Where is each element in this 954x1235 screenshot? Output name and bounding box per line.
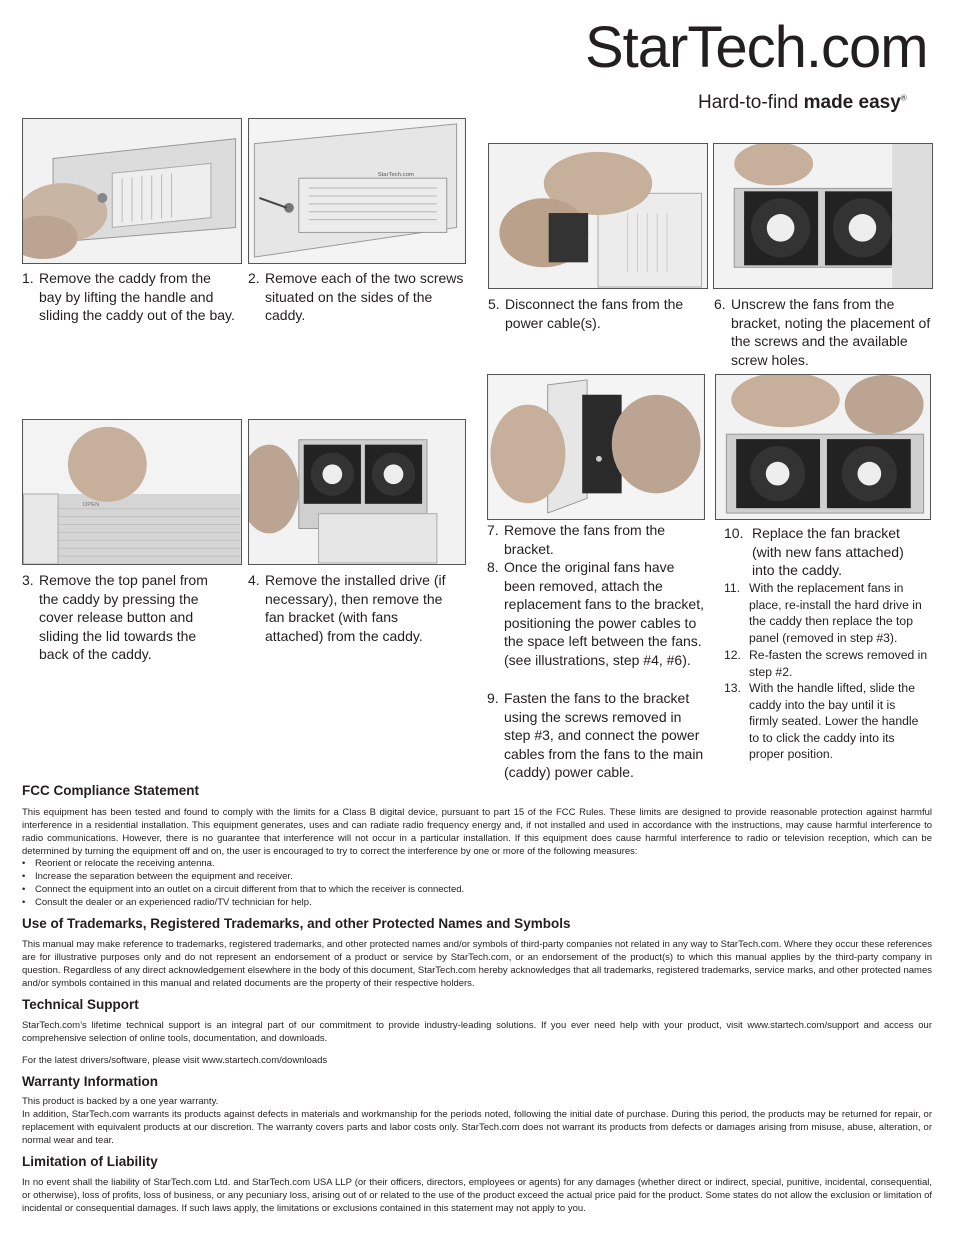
step-number: 7. [487, 522, 499, 538]
support-heading: Technical Support [22, 997, 139, 1012]
fan-bracket-illustration [249, 420, 465, 564]
step-number: 2. [248, 270, 260, 286]
step-10 [724, 524, 924, 580]
step-text: Remove the caddy from the bay by lifting the handle and sliding the caddy out of the bay. [39, 270, 235, 324]
step-number: 9. [487, 690, 499, 706]
step-number: 10. [724, 525, 744, 541]
trademarks-heading: Use of Trademarks, Registered Trademarks, and other Protected Names and Symbols [22, 916, 571, 931]
fcc-body: This equipment has been tested and found to comply with the limits for a Class B digital device, pursuant to part 15 of the FCC Rules. These limits are designed to provide reasonable protection against harmful interference in a residential installation. This equipment generates, uses and can radiate radio frequency energy and, if not installed and used in accordance with the instructions, may cause harmful interference to radio communications. However, there is no guarantee that interference will not occur in a particular installation. If this equipment does cause harmful interference to radio or television reception, which can be determined by turning the equipment off and on, the user is encouraged to try to correct the interference by one or more of the following measures: [22, 807, 932, 857]
step-13 [724, 680, 924, 763]
step-number: 13. [724, 681, 741, 695]
step-text: Replace the fan bracket (with new fans attached) into the caddy. [752, 525, 904, 579]
warranty-heading: Warranty Information [22, 1074, 159, 1089]
list-item: • Reorient or relocate the receiving antenna. [22, 858, 215, 869]
logo-text: StarTech.com [585, 15, 928, 80]
step-12 [724, 647, 934, 680]
photo-step-5 [488, 143, 708, 289]
photo-step-7 [487, 374, 705, 520]
step-text: Re-fasten the screws removed in step #2. [749, 648, 928, 679]
photo-step-3 [22, 419, 242, 565]
remove-fans-illustration [488, 375, 704, 519]
step-8 [487, 558, 707, 670]
step-text: Once the original fans have been removed, attach the replacement fans to the bracket, positioning the power cables to the space left between the fans. (see illustrations, step #4, #6). [504, 559, 704, 668]
step-number: 4. [248, 572, 260, 588]
tagline-prefix: Hard-to-find [698, 92, 804, 113]
step-number: 11. [724, 581, 741, 595]
unscrew-fans-illustration [714, 144, 932, 288]
step-11 [724, 580, 934, 646]
registered-mark: ® [900, 93, 907, 103]
step-text: Disconnect the fans from the power cable(s). [505, 296, 684, 331]
step-7 [487, 521, 707, 558]
list-item: • Consult the dealer or an experienced radio/TV technician for help. [22, 897, 312, 908]
support-body: StarTech.com’s lifetime technical support is an integral part of our commitment to provide industry-leading solutions. If you ever need help with your product, visit www.startech.com/support and access our comprehensive selection of online tools, documentation, and downloads. [22, 1020, 932, 1044]
open-label: OPEN [82, 501, 100, 508]
step-5 [488, 295, 703, 332]
photo-step-6 [713, 143, 933, 289]
photo-step-10 [715, 374, 931, 520]
list-item: • Increase the separation between the equipment and receiver. [22, 871, 293, 882]
step-6 [714, 295, 934, 369]
step-4 [248, 571, 453, 645]
photo-step-4 [248, 419, 466, 565]
fcc-measures-list [22, 857, 932, 909]
step-2 [248, 269, 466, 325]
tagline [698, 92, 907, 114]
caddy-brand-label: StarTech.com [377, 172, 414, 179]
liability-heading: Limitation of Liability [22, 1154, 158, 1169]
step-number: 3. [22, 572, 34, 588]
startech-logo [585, 15, 930, 88]
warranty-body: In addition, StarTech.com warrants its products against defects in materials and workmanship for the periods noted, following the initial date of purchase. During this period, the products may be returned for repair, or replacement with equivalent products at our discretion. The warranty covers parts and labor costs only. StarTech.com does not warrant its products from defects or damages arising from misuse, abuse, alteration, or normal wear and tear. [22, 1109, 932, 1146]
top-panel-illustration [23, 420, 241, 564]
replace-bracket-illustration [716, 375, 930, 519]
caddy-screws-illustration [249, 119, 465, 263]
fcc-heading: FCC Compliance Statement [22, 783, 200, 798]
step-1 [22, 269, 237, 325]
support-drivers: For the latest drivers/software, please visit www.startech.com/downloads [22, 1055, 328, 1066]
liability-body: In no event shall the liability of StarTech.com Ltd. and StarTech.com USA LLP (or their officers, directors, employees or agents) for any damages (whether direct or indirect, special, punitive, incidental, consequential, or otherwise), loss of profits, loss of business, or any pecuniary loss, arising out of or related to the use of the product exceed the actual price paid for the product. Some states do not allow the exclusion or limitation of incidental or consequential damages. If such laws apply, the limitations or exclusions contained in this statement may not apply to you. [22, 1177, 932, 1214]
disconnect-fans-illustration [489, 144, 707, 288]
step-text: Remove each of the two screws situated on the sides of the caddy. [265, 270, 464, 324]
photo-step-1 [22, 118, 242, 264]
step-number: 8. [487, 559, 499, 575]
photo-step-2 [248, 118, 466, 264]
step-number: 5. [488, 296, 500, 312]
step-3 [22, 571, 227, 664]
step-text: With the replacement fans in place, re-install the hard drive in the caddy then replace the top panel (removed in step #3). [749, 581, 922, 645]
warranty-line1: This product is backed by a one year warranty. [22, 1096, 219, 1107]
step-text: Remove the top panel from the caddy by pressing the cover release button and sliding the lid towards the back of the caddy. [39, 572, 208, 663]
step-text: With the handle lifted, slide the caddy into the bay until it is firmly seated. Lower the handle to to click the caddy into its proper position. [749, 681, 919, 762]
step-number: 12. [724, 648, 741, 662]
step-number: 6. [714, 296, 726, 312]
trademarks-body: This manual may make reference to trademarks, registered trademarks, and other protected names and/or symbols of third-party companies not related in any way to StarTech.com. Where they occur these references are for illustrative purposes only and do not represent an endorsement of a product or service by StarTech.com, or an endorsement of the product(s) to which this manual applies by the third-party company in question. Regardless of any direct acknowledgement elsewhere in the body of this document, StarTech.com hereby acknowledges that all trademarks, registered trademarks, service marks, and other protected names and/or symbols contained in this manual and related documents are the property of their respective holders. [22, 939, 932, 989]
step-text: Remove the fans from the bracket. [504, 522, 666, 557]
step-number: 1. [22, 270, 34, 286]
step-text: Remove the installed drive (if necessary), then remove the fan bracket (with fans attached) from the caddy. [265, 572, 446, 644]
step-text: Fasten the fans to the bracket using the screws removed in step #3, and connect the power cables from the fans to the main (caddy) power cable. [504, 690, 704, 781]
step-9 [487, 689, 707, 782]
list-item: • Connect the equipment into an outlet on a circuit different from that to which the receiver is connected. [22, 884, 465, 895]
tagline-bold: made easy [803, 92, 901, 113]
caddy-removal-illustration [23, 119, 241, 263]
step-text: Unscrew the fans from the bracket, noting the placement of the screws and the available screw holes. [731, 296, 931, 368]
